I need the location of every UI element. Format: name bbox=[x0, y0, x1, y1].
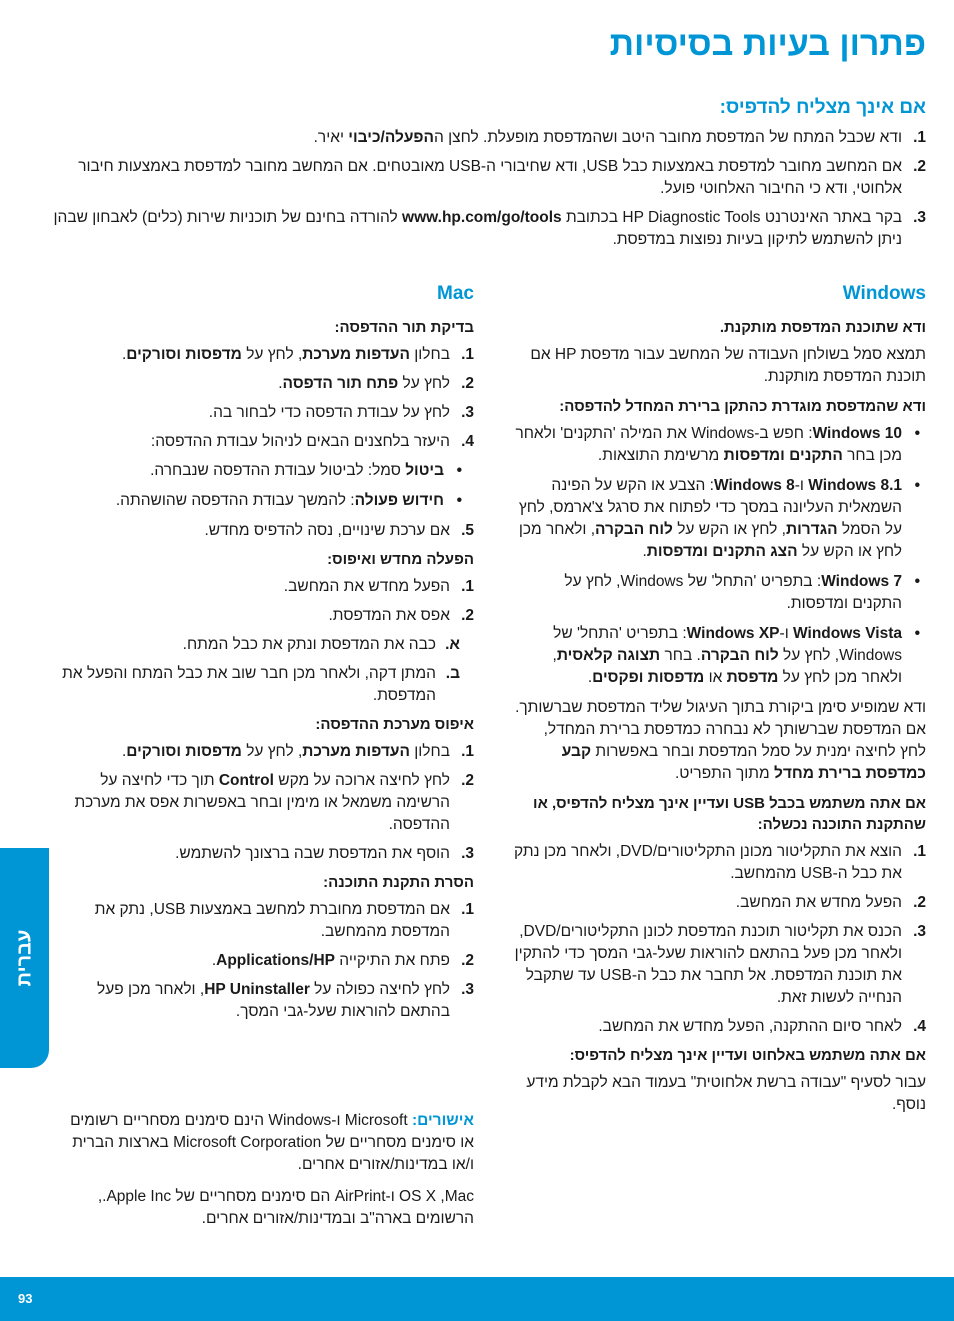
list-item bbox=[61, 634, 474, 656]
step-text: אם ערכת שינויים, נסה להדפיס מחדש. bbox=[204, 522, 450, 539]
bullet-icon: • bbox=[456, 462, 462, 479]
list-item bbox=[46, 127, 926, 149]
step-text: לחץ לחיצה כפולה על HP Uninstaller, ולאחר מכן פעל בהתאם להוראות שעל-גבי המסך. bbox=[97, 981, 450, 1020]
subheading: בדיקת תור ההדפסה: bbox=[334, 319, 474, 336]
mac-heading: Mac bbox=[437, 283, 474, 304]
language-label: עברית bbox=[13, 929, 36, 987]
bullet-text: ביטול סמל: לביטול עבודת ההדפסה שנבחרה. bbox=[150, 462, 444, 479]
bullet-text: Windows 7: בתפריט 'התחל' של Windows, לחץ על התקנים ומדפסות. bbox=[564, 573, 902, 612]
step-text: בקר באתר האינטרנט HP Diagnostic Tools בכתובת www.hp.com/go/tools להורדה בחינם של תוכניות שירות (כלים) לאבחון שבהן ניתן להשתמש לתיקון בעיות נפוצות במדפסת. bbox=[53, 209, 902, 248]
step-text: הפעל מחדש את המחשב. bbox=[283, 578, 450, 595]
reset-system-steps bbox=[61, 741, 474, 865]
step-letter: א. bbox=[445, 636, 460, 653]
bullet-text: Windows 10: חפש ב-Windows את המילה 'התקנים' ולאחר מכן בחר התקנים ומדפסות מרשימת התוצאות. bbox=[515, 425, 902, 464]
intro-steps bbox=[46, 127, 926, 251]
bullet-icon: • bbox=[914, 625, 920, 642]
step-text: אפס את המדפסת. bbox=[328, 607, 450, 624]
step-number: 1. bbox=[913, 129, 926, 146]
list-item bbox=[61, 979, 474, 1023]
step-number: 2. bbox=[461, 375, 474, 392]
note-text: Microsoft ו-Windows הינם סימנים מסחריים רשומים או סימנים מסחריים של Microsoft Corporation בארצות הברית ו/או במדינות/אזורים אחרים. bbox=[70, 1112, 474, 1173]
step-number: 5. bbox=[461, 522, 474, 539]
subheading: ודא שהמדפסת מוגדרת כהתקן ברירת המחדל להדפסה: bbox=[559, 398, 926, 415]
page-number: 93 bbox=[18, 1291, 33, 1306]
list-item bbox=[61, 576, 474, 598]
step-number: 2. bbox=[461, 952, 474, 969]
bullet-icon: • bbox=[914, 573, 920, 590]
step-number: 1. bbox=[913, 843, 926, 860]
paragraph bbox=[61, 1110, 474, 1176]
step-number: 3. bbox=[913, 923, 926, 940]
step-number: 2. bbox=[461, 772, 474, 789]
step-text: אם המדפסת מחוברת למחשב באמצעות USB, נתק את המדפסת מהמחשב. bbox=[94, 901, 450, 940]
list-item bbox=[46, 156, 926, 200]
queue-buttons-list bbox=[61, 460, 474, 512]
subheading: הסרת התקנת התוכנה: bbox=[323, 874, 474, 891]
queue-step-5 bbox=[61, 520, 474, 542]
note-label: אישורים: bbox=[411, 1112, 474, 1129]
reset-substeps bbox=[61, 634, 474, 707]
step-number: 2. bbox=[913, 158, 926, 175]
list-item bbox=[61, 663, 474, 707]
step-number: 3. bbox=[461, 845, 474, 862]
paragraph: ודא שמופיע סימן ביקורת בתוך העיגול שליד המדפסת שברשותך. אם המדפסת שברשותך לא נבחרה כמדפסת ברירת המחדל, לחץ לחיצה ימנית על סמל המדפסת ובחר באפשרות קבע כמדפסת ברירת מחדל מתוך התפריט. bbox=[515, 699, 926, 782]
list-item bbox=[514, 841, 926, 885]
step-text: בחלון העדפות מערכת, לחץ על מדפסות וסורקים. bbox=[121, 743, 450, 760]
intro-heading: אם אינך מצליח להדפיס: bbox=[719, 97, 926, 118]
step-text: לחץ על פתח תור הדפסה. bbox=[278, 375, 450, 392]
bullet-icon: • bbox=[914, 425, 920, 442]
subheading: הפעלה מחדש ואיפוס: bbox=[327, 551, 474, 568]
list-item bbox=[514, 623, 926, 689]
step-text: הפעל מחדש את המחשב. bbox=[735, 894, 902, 911]
mac-section bbox=[61, 281, 474, 1030]
list-item bbox=[514, 1016, 926, 1038]
list-item bbox=[46, 207, 926, 251]
list-item bbox=[61, 770, 474, 836]
step-text: בחלון העדפות מערכת, לחץ על מדפסות וסורקים. bbox=[121, 346, 450, 363]
list-item bbox=[61, 741, 474, 763]
paragraph: תמצא סמל בשולחן העבודה של המחשב עבור מדפסת HP אם תוכנת המדפסת מותקנת. bbox=[530, 346, 926, 385]
windows-section bbox=[514, 281, 926, 1124]
step-text: המתן דקה, ולאחר מכן חבר שוב את כבל המתח והפעל את המדפסת. bbox=[62, 665, 436, 704]
step-text: לחץ לחיצה ארוכה על מקש Control תוך כדי לחיצה על הרשימה משמאל או מימין ובחר באפשרות אפס את מערכת ההדפסה. bbox=[74, 772, 450, 833]
list-item bbox=[61, 950, 474, 972]
bullet-icon: • bbox=[456, 492, 462, 509]
step-number: 2. bbox=[913, 894, 926, 911]
step-number: 2. bbox=[461, 607, 474, 624]
step-number: 1. bbox=[461, 346, 474, 363]
list-item bbox=[61, 520, 474, 542]
step-text: אם המחשב מחובר למדפסת באמצעות כבל USB, ודא שחיבורי ה-USB מאובטחים. אם המחשב מחובר למדפסת באמצעות חיבור אלחוטי, ודא כי החיבור האלחוטי פועל. bbox=[78, 158, 902, 197]
trademark-note bbox=[61, 1110, 474, 1240]
step-number: 4. bbox=[461, 433, 474, 450]
paragraph: Mac‏, OS X ו-AirPrint הם סימנים מסחריים של Apple Inc.‏, הרשומים בארה"ב ובמדינות/אזורים אחרים. bbox=[97, 1188, 474, 1227]
list-item bbox=[61, 605, 474, 627]
queue-steps bbox=[61, 344, 474, 453]
list-item bbox=[514, 571, 926, 615]
step-text: ודא שכבל המתח של המדפסת מחובר היטב ושהמדפסת מופעלת. לחצן ההפעלה/כיבוי יאיר. bbox=[313, 129, 902, 146]
bullet-text: Windows 8.1 ו-Windows 8: הצבע או הקש על הפינה השמאלית העליונה במסך כדי לפתוח את סרגל צ'ארמס, לחץ על הסמל הגדרות, לחץ או הקש על לוח הבקרה, ולאחר מכן לחץ או הקש על הצג התקנים ומדפסות. bbox=[518, 477, 902, 560]
page-title: פתרון בעיות בסיסיות bbox=[609, 25, 926, 63]
list-item bbox=[61, 490, 474, 512]
step-text: הוסף את המדפסת שבה ברצונך להשתמש. bbox=[175, 845, 450, 862]
step-number: 1. bbox=[461, 743, 474, 760]
step-text: הכנס את תקליטור תוכנת המדפסת לכונן התקליטורים/DVD, ולאחר מכן פעל בהתאם להוראות שעל-גבי המסך כדי להתקין את תוכנת המדפסת. אל תחבר את כבל ה-USB עד שתקבל הנחייה לעשות זאת. bbox=[514, 923, 902, 1006]
step-number: 4. bbox=[913, 1018, 926, 1035]
usb-steps bbox=[514, 841, 926, 1038]
list-item bbox=[61, 460, 474, 482]
list-item bbox=[514, 892, 926, 914]
list-item bbox=[61, 899, 474, 943]
step-text: הוצא את התקליטור מכונן התקליטורים/DVD, ולאחר מכן נתק את כבל ה-USB מהמחשב. bbox=[514, 843, 902, 882]
restart-steps bbox=[61, 576, 474, 627]
step-text: פתח את התיקייה Applications/HP. bbox=[211, 952, 450, 969]
step-number: 3. bbox=[461, 981, 474, 998]
language-tab bbox=[0, 848, 49, 1068]
windows-version-list bbox=[514, 423, 926, 689]
list-item bbox=[514, 423, 926, 467]
step-text: היעזר בלחצנים הבאים לניהול עבודת ההדפסה: bbox=[150, 433, 450, 450]
bullet-text: Windows Vista ו-Windows XP: בתפריט 'התחל' של Windows, לחץ על לוח הבקרה. בחר תצוגה קלאסית, ולאחר מכן לחץ על מדפסת או מדפסות ופקסים. bbox=[552, 625, 902, 686]
bullet-icon: • bbox=[914, 477, 920, 494]
list-item bbox=[514, 475, 926, 563]
step-text: לאחר סיום ההתקנה, הפעל מחדש את המחשב. bbox=[598, 1018, 902, 1035]
uninstall-steps bbox=[61, 899, 474, 1023]
step-number: 1. bbox=[461, 578, 474, 595]
paragraph: עבור לסעיף "עבודה ברשת אלחוטית" בעמוד הבא לקבלת מידע נוסף. bbox=[526, 1074, 926, 1113]
list-item bbox=[61, 402, 474, 424]
bullet-text: חידוש פעולה: להמשך עבודת ההדפסה שהושהתה. bbox=[115, 492, 444, 509]
subheading: איפוס מערכת ההדפסה: bbox=[315, 716, 474, 733]
subheading: אם אתה משתמש בכבל USB ועדיין אינך מצליח להדפיס, או שהתקנת התוכנה נכשלה: bbox=[533, 795, 926, 833]
list-item bbox=[61, 843, 474, 865]
subheading: ודא שתוכנת המדפסת מותקנת. bbox=[719, 319, 926, 336]
step-text: כבה את המדפסת ונתק את כבל המתח. bbox=[182, 636, 436, 653]
subheading: אם אתה משתמש באלחוט ועדיין אינך מצליח להדפיס: bbox=[569, 1047, 926, 1064]
step-number: 1. bbox=[461, 901, 474, 918]
windows-heading: Windows bbox=[842, 283, 926, 304]
intro-section bbox=[46, 95, 926, 258]
step-number: 3. bbox=[461, 404, 474, 421]
list-item bbox=[61, 373, 474, 395]
footer-bar bbox=[0, 1277, 954, 1321]
step-text: לחץ על עבודת הדפסה כדי לבחור בה. bbox=[208, 404, 450, 421]
list-item bbox=[61, 344, 474, 366]
step-number: 3. bbox=[913, 209, 926, 226]
list-item bbox=[514, 921, 926, 1009]
list-item bbox=[61, 431, 474, 453]
step-letter: ב. bbox=[445, 665, 460, 682]
